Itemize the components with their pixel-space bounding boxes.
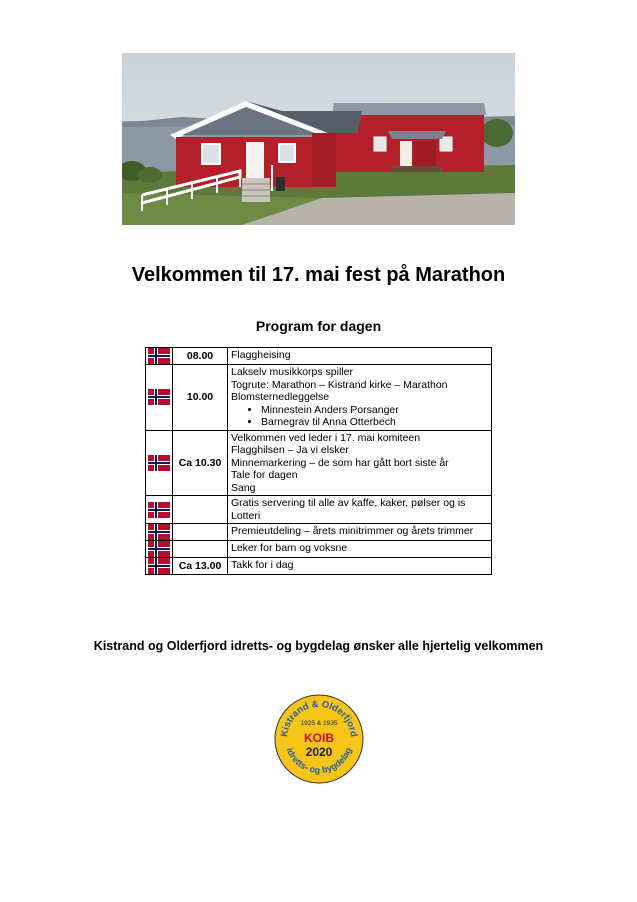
program-description bbox=[228, 430, 492, 496]
program-description bbox=[228, 365, 492, 431]
program-row bbox=[146, 541, 492, 558]
program-row bbox=[146, 348, 492, 365]
program-time bbox=[173, 524, 228, 541]
program-row bbox=[146, 496, 492, 524]
flag-cell bbox=[146, 365, 173, 431]
flag-cell bbox=[146, 558, 173, 575]
program-table bbox=[145, 347, 492, 575]
koib-logo bbox=[273, 693, 365, 785]
program-row bbox=[146, 430, 492, 496]
program-bullet: • Minnestein Anders Porsanger bbox=[261, 404, 488, 417]
program-time: 10.00 bbox=[173, 365, 228, 431]
program-row bbox=[146, 558, 492, 575]
program-line: Takk for i dag bbox=[231, 559, 294, 571]
program-row bbox=[146, 524, 492, 541]
program-time bbox=[173, 541, 228, 558]
program-time: Ca 13.00 bbox=[173, 558, 228, 575]
program-line: Lotteri bbox=[231, 509, 261, 522]
norway-flag-icon bbox=[148, 541, 170, 557]
logo-arc-top-text: Kistrand & Olderfjord bbox=[278, 698, 359, 738]
logo-abbr: KOIB bbox=[304, 731, 334, 745]
program-description bbox=[228, 558, 492, 575]
program-description bbox=[228, 348, 492, 365]
program-description bbox=[228, 541, 492, 558]
logo-arc-bottom-text: idretts- og bygdelag bbox=[284, 746, 354, 776]
flag-cell bbox=[146, 496, 173, 524]
house-photo bbox=[122, 53, 515, 225]
flag-cell bbox=[146, 541, 173, 558]
program-line: Lakselv musikkorps spiller bbox=[231, 366, 353, 378]
program-bullet-list bbox=[231, 404, 488, 429]
program-line: Tale for dagen bbox=[231, 469, 298, 481]
norway-flag-icon bbox=[148, 524, 170, 540]
program-line: Velkommen ved leder i 17. mai komiteen bbox=[231, 431, 421, 444]
program-time bbox=[173, 496, 228, 524]
program-line: Flagghilsen – Ja vi elsker bbox=[231, 444, 349, 456]
footer-welcome: Kistrand og Olderfjord idretts- og bygdelag ønsker alle hjertelig velkommen bbox=[93, 639, 544, 653]
program-description bbox=[228, 524, 492, 541]
program-description bbox=[228, 496, 492, 524]
program-line: Sang bbox=[231, 481, 256, 494]
norway-flag-icon bbox=[148, 502, 170, 518]
flag-cell bbox=[146, 348, 173, 365]
program-line: Blomsternedleggelse bbox=[231, 391, 330, 403]
program-line: Flaggheising bbox=[231, 349, 291, 361]
program-subtitle: Program for dagen bbox=[255, 318, 382, 334]
norway-flag-icon bbox=[148, 348, 170, 364]
program-line: Leker for barn og voksne bbox=[231, 542, 348, 554]
flag-cell bbox=[146, 430, 173, 496]
program-line: Togrute: Marathon – Kistrand kirke – Marathon bbox=[231, 378, 448, 391]
flag-cell bbox=[146, 524, 173, 541]
program-bullet: • Barnegrav til Anna Otterbech bbox=[261, 416, 488, 429]
logo-year: 2020 bbox=[305, 745, 333, 759]
program-row bbox=[146, 365, 492, 431]
program-line: Minnemarkering – de som har gått bort siste år bbox=[231, 456, 449, 469]
program-time: 08.00 bbox=[173, 348, 228, 365]
logo-years: 1925 & 1935 bbox=[300, 720, 338, 727]
page-title: Velkommen til 17. mai fest på Marathon bbox=[131, 264, 506, 286]
norway-flag-icon bbox=[148, 455, 170, 471]
norway-flag-icon bbox=[148, 558, 170, 574]
program-time: Ca 10.30 bbox=[173, 430, 228, 496]
program-line: Gratis servering til alle av kaffe, kaker, pølser og is bbox=[231, 497, 466, 509]
norway-flag-icon bbox=[148, 389, 170, 405]
program-line: Premieutdeling – årets minitrimmer og årets trimmer bbox=[231, 525, 474, 537]
